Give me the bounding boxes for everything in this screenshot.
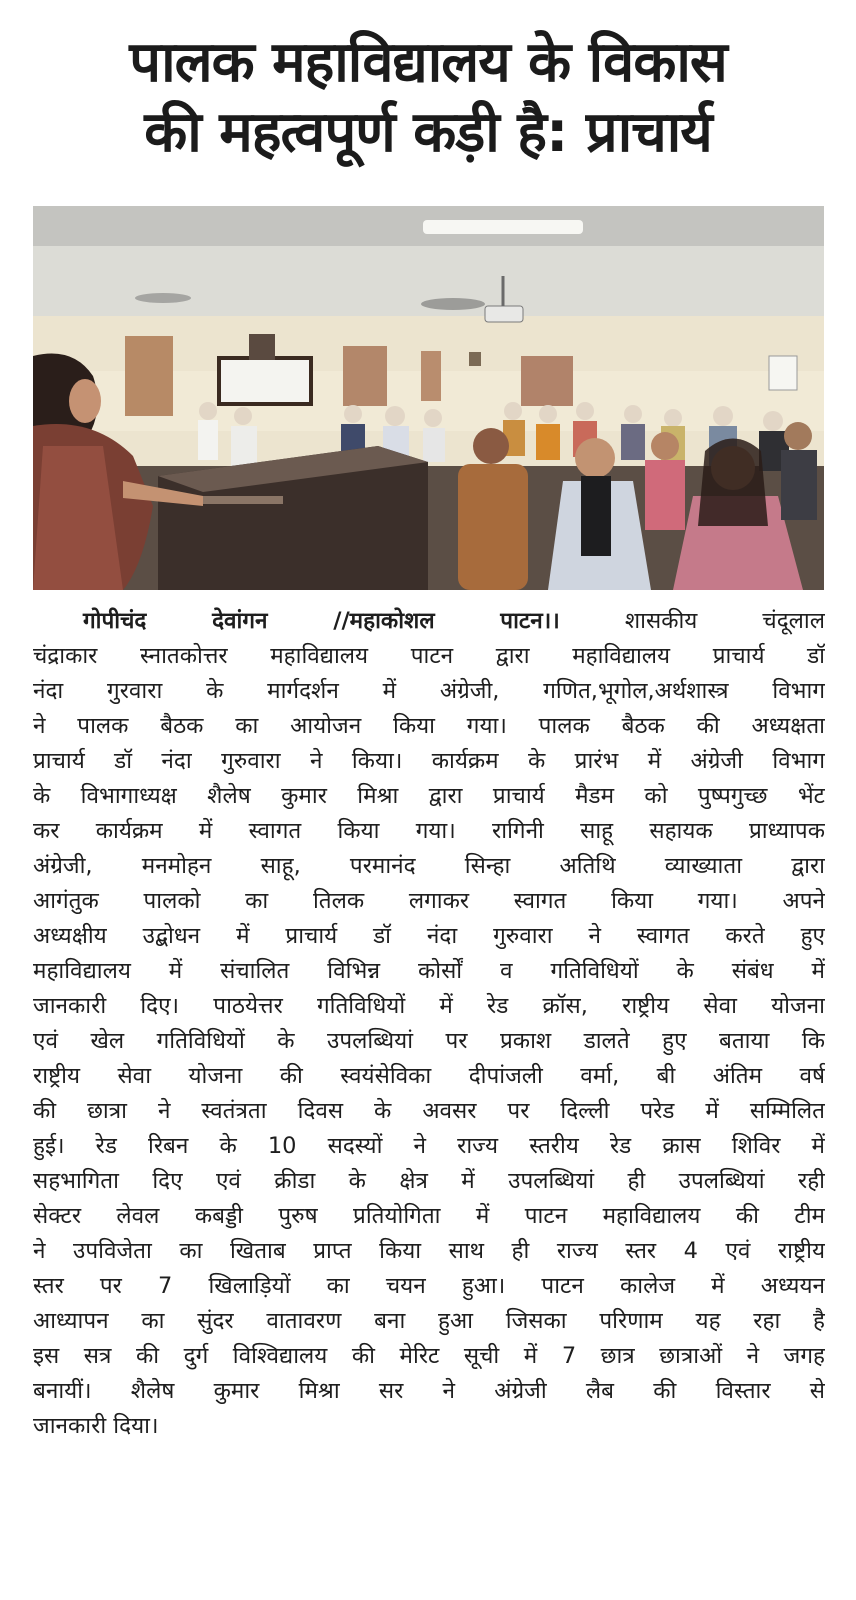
- classroom-meeting-illustration: [33, 206, 824, 590]
- headline-line-2: की महत्वपूर्ण कड़ी है: प्राचार्य: [144, 100, 712, 165]
- article-line: सेक्टर लेवल कबड्डी पुरुष प्रतियोगिता में पाटन महाविद्यालय की टीम: [33, 1203, 825, 1229]
- article-line: अंग्रेजी, मनमोहन साहू, परमानंद सिन्हा अतिथि व्याख्याता द्वारा: [33, 853, 825, 879]
- article-line: एवं खेल गतिविधियों के उपलब्धियां पर प्रकाश डालते हुए बताया कि: [33, 1028, 825, 1054]
- article-line: प्राचार्य डॉ नंदा गुरुवारा ने किया। कार्यक्रम के प्रारंभ में अंग्रेजी विभाग: [33, 748, 825, 774]
- article-line: इस सत्र की दुर्ग विश्विद्यालय की मेरिट सूची में 7 छात्र छात्राओं ने जगह: [33, 1343, 825, 1369]
- byline: गोपीचंद देवांगन //महाकोशल पाटन।।: [83, 608, 560, 634]
- article-line: हुई। रेड रिबन के 10 सदस्यों ने राज्य स्तरीय रेड क्रास शिविर में: [33, 1133, 825, 1159]
- article-line: जानकारी दिया।: [33, 1413, 159, 1439]
- article-line: आध्यापन का सुंदर वातावरण बना हुआ जिसका परिणाम यह रहा है: [33, 1308, 825, 1334]
- article-body: [33, 604, 825, 1444]
- news-photo: [33, 206, 824, 590]
- article-line: चंद्राकार स्नातकोत्तर महाविद्यालय पाटन द्वारा महाविद्यालय प्राचार्य डॉ: [33, 643, 825, 669]
- article-line: आगंतुक पालको का तिलक लगाकर स्वागत किया गया। अपने: [33, 888, 825, 914]
- headline-line-1: पालक महाविद्यालय के विकास: [129, 30, 727, 95]
- article-line: की छात्रा ने स्वतंत्रता दिवस के अवसर पर दिल्ली परेड में सम्मिलित: [33, 1098, 825, 1124]
- article-line: जानकारी दिए। पाठयेत्तर गतिविधियों में रेड क्रॉस, राष्ट्रीय सेवा योजना: [33, 993, 825, 1019]
- article-line: कर कार्यक्रम में स्वागत किया गया। रागिनी साहू सहायक प्राध्यापक: [33, 818, 825, 844]
- article-line: सहभागिता दिए एवं क्रीडा के क्षेत्र में उपलब्धियां ही उपलब्धियां रही: [33, 1168, 825, 1194]
- article-line: ने उपविजेता का खिताब प्राप्त किया साथ ही राज्य स्तर 4 एवं राष्ट्रीय: [33, 1238, 825, 1264]
- article-line: अध्यक्षीय उद्बोधन में प्राचार्य डॉ नंदा गुरुवारा ने स्वागत करते हुए: [33, 923, 825, 949]
- article-line-1: [33, 604, 825, 639]
- article-line: नंदा गुरवारा के मार्गदर्शन में अंग्रेजी, गणित,भूगोल,अर्थशास्त्र विभाग: [33, 678, 825, 704]
- article-line: राष्ट्रीय सेवा योजना की स्वयंसेविका दीपांजली वर्मा, बी अंतिम वर्ष: [33, 1063, 825, 1089]
- article-line: के विभागाध्यक्ष शैलेष कुमार मिश्रा द्वारा प्राचार्य मैडम को पुष्पगुच्छ भेंट: [33, 783, 825, 809]
- article-line: स्तर पर 7 खिलाड़ियों का चयन हुआ। पाटन कालेज में अध्ययन: [33, 1273, 825, 1299]
- article-line: महाविद्यालय में संचालित विभिन्न कोर्सों व गतिविधियों के संबंध में: [33, 958, 825, 984]
- article-line-1-text: शासकीय चंदूलाल: [624, 608, 825, 634]
- article-line: ने पालक बैठक का आयोजन किया गया। पालक बैठक की अध्यक्षता: [33, 713, 825, 739]
- article-line: बनायीं। शैलेष कुमार मिश्रा सर ने अंग्रेजी लैब की विस्तार से: [33, 1378, 825, 1404]
- headline: [20, 28, 836, 168]
